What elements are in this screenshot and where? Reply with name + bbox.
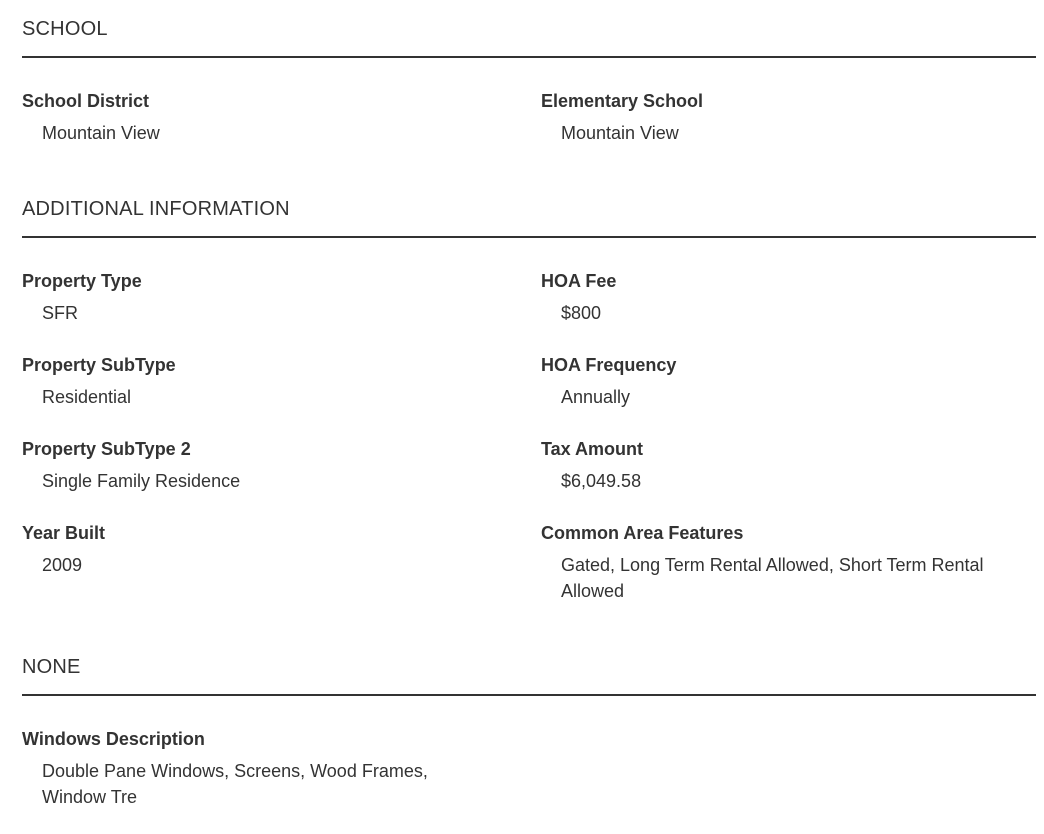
field-label: Property Type (22, 271, 142, 291)
section-title-none: NONE (22, 656, 81, 678)
field-school-district (22, 90, 512, 146)
field-value: 2009 (42, 555, 83, 575)
section-divider (22, 236, 1036, 238)
field-label: Property SubType 2 (22, 439, 191, 459)
field-value: Annually (561, 387, 631, 407)
field-label: Common Area Features (541, 523, 744, 543)
field-label: Property SubType (22, 355, 176, 375)
field-hoa-frequency (541, 354, 1031, 410)
field-value: Gated, Long Term Rental Allowed, Short Term Rental Allowed (561, 555, 984, 601)
section-title-additional-information: ADDITIONAL INFORMATION (22, 198, 290, 220)
field-value: Mountain View (561, 123, 679, 143)
field-label: HOA Fee (541, 271, 617, 291)
field-elementary-school (541, 90, 1031, 146)
section-school (22, 18, 1036, 40)
field-value: Residential (42, 387, 132, 407)
section-divider (22, 694, 1036, 696)
field-property-type (22, 270, 512, 326)
field-property-subtype (22, 354, 512, 410)
field-label: Year Built (22, 523, 106, 543)
field-value: SFR (42, 303, 78, 323)
field-tax-amount (541, 438, 1031, 494)
field-value: Double Pane Windows, Screens, Wood Frames, Window Tre (42, 761, 428, 807)
field-property-subtype-2 (22, 438, 512, 494)
field-label: Windows Description (22, 729, 205, 749)
field-year-built (22, 522, 512, 578)
field-hoa-fee (541, 270, 1031, 326)
section-title-school: SCHOOL (22, 18, 108, 40)
field-value: $6,049.58 (561, 471, 642, 491)
section-additional-information (22, 198, 1036, 220)
field-label: Elementary School (541, 91, 704, 111)
field-common-area-features (541, 522, 1031, 604)
section-divider (22, 56, 1036, 58)
field-label: Tax Amount (541, 439, 643, 459)
field-label: School District (22, 91, 150, 111)
field-value: Mountain View (42, 123, 160, 143)
field-value: $800 (561, 303, 602, 323)
field-label: HOA Frequency (541, 355, 677, 375)
field-value: Single Family Residence (42, 471, 241, 491)
field-windows-description (22, 728, 482, 810)
section-none (22, 656, 1036, 678)
